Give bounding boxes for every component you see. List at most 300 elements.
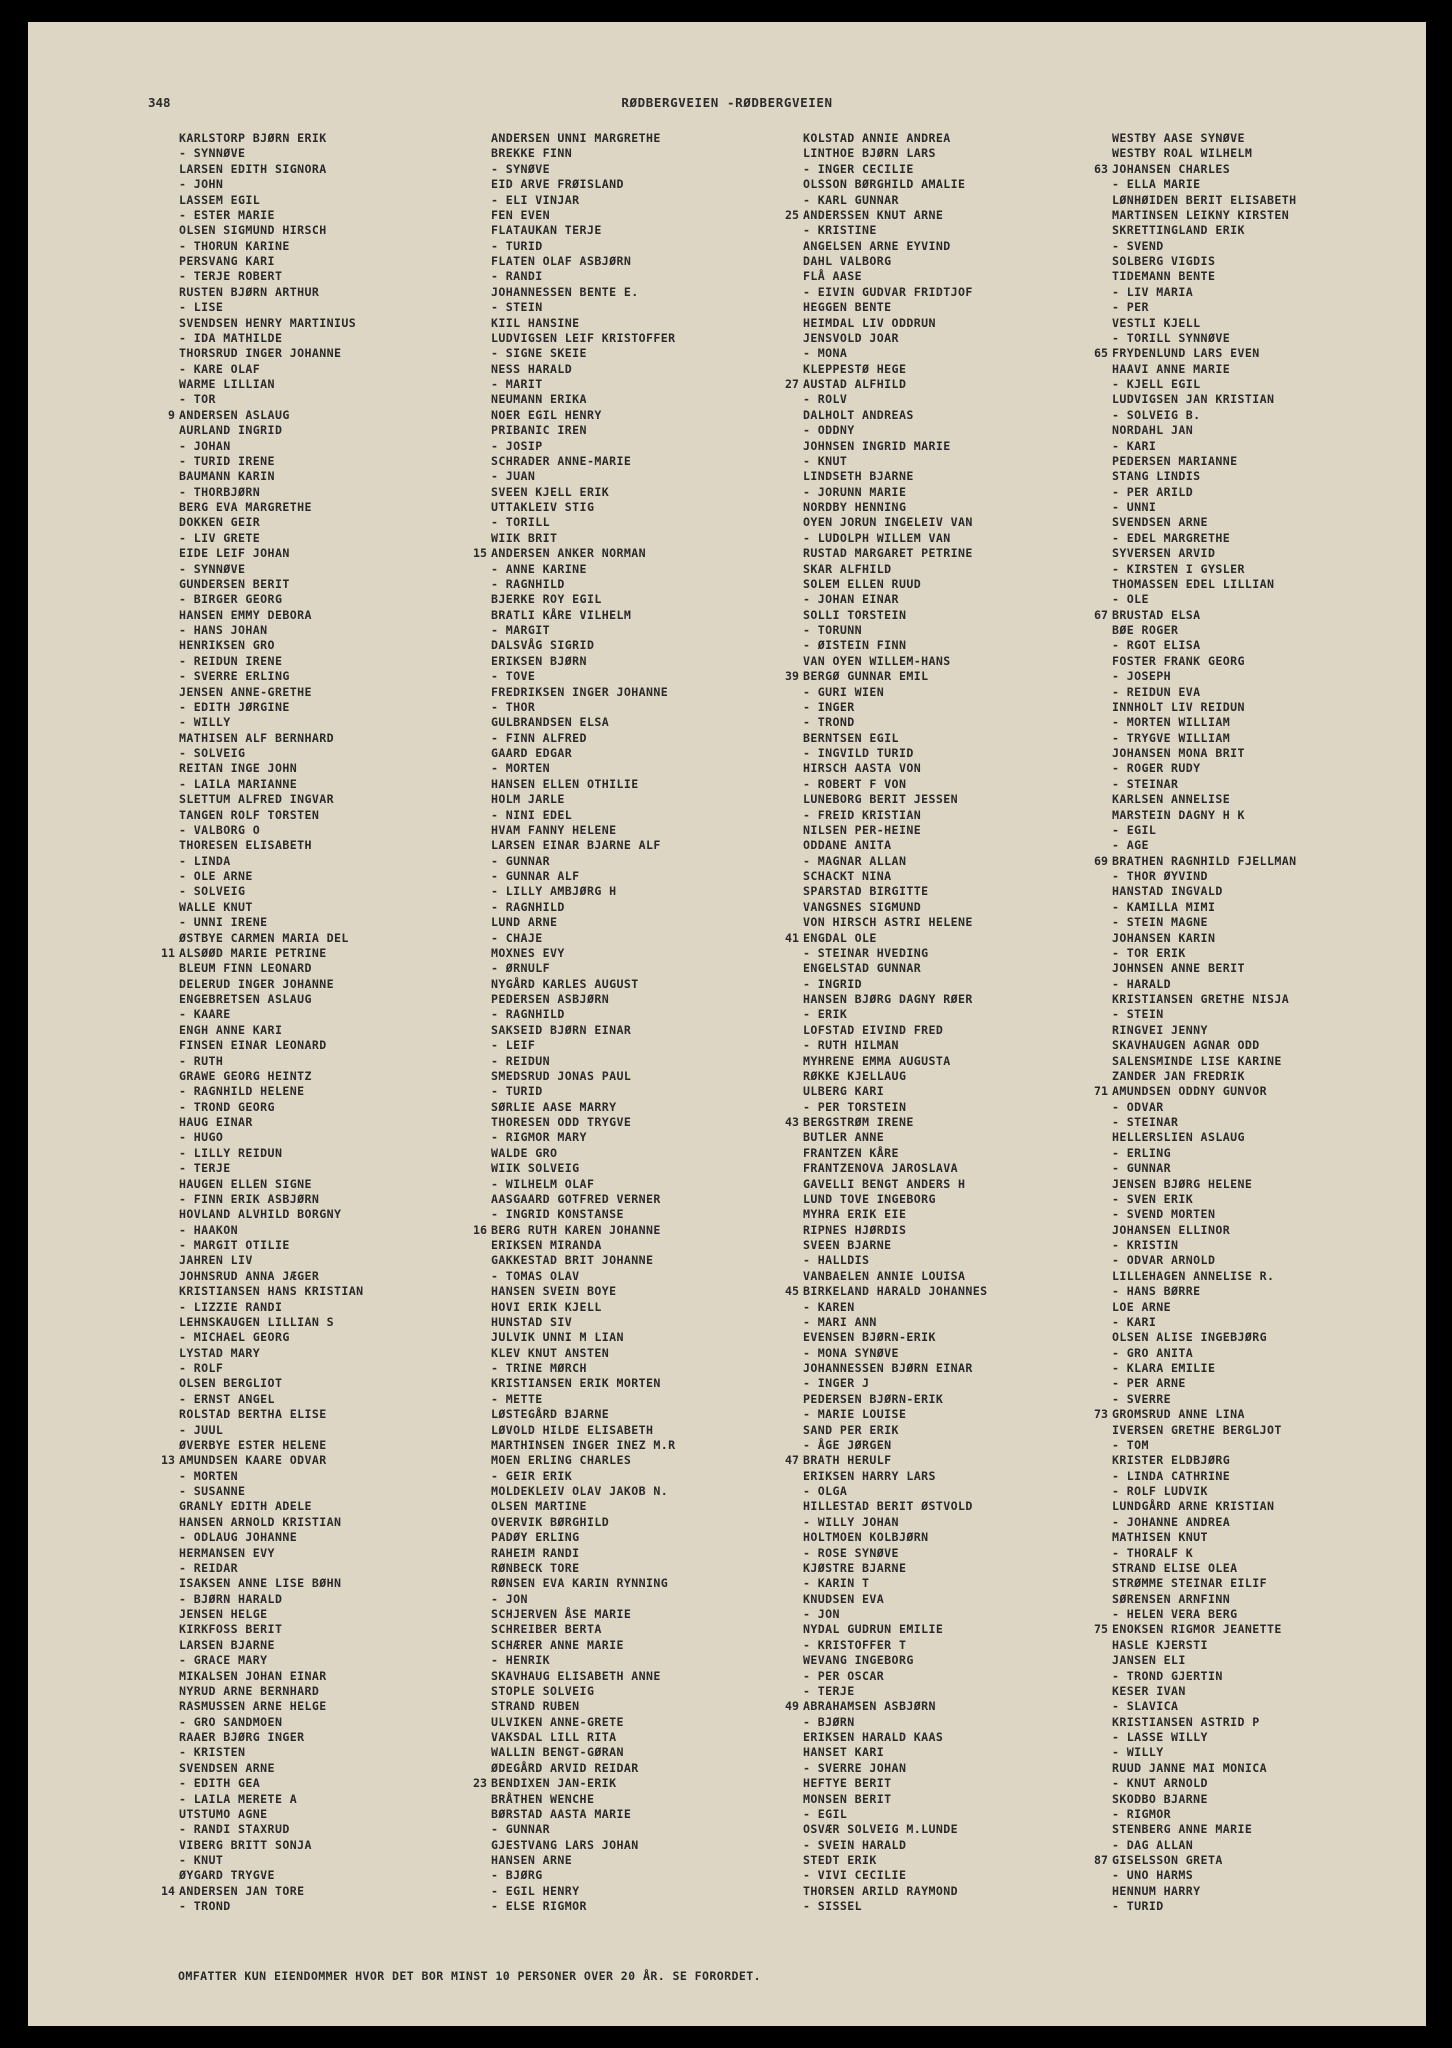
- resident-entry-line: [491, 193, 831, 208]
- resident-name: BIRKELAND HARALD JOHANNES: [803, 1284, 988, 1299]
- resident-entry-line: [803, 1100, 1143, 1115]
- resident-name: MATHISEN ALF BERNHARD: [179, 730, 334, 745]
- resident-name: LILLEHAGEN ANNELISE R.: [1112, 1268, 1275, 1283]
- resident-entry-line: [179, 777, 519, 792]
- resident-entry-line: [1112, 592, 1426, 607]
- address-entry-line: [161, 945, 519, 961]
- resident-entry-line: [491, 1330, 831, 1345]
- resident-name: - KRISTEN: [179, 1745, 246, 1760]
- resident-name: - JOHAN EINAR: [803, 592, 899, 607]
- resident-entry-line: [1112, 1653, 1426, 1668]
- running-title: RØDBERGVEIEN -RØDBERGVEIEN: [621, 95, 833, 110]
- resident-name: - ØISTEIN FINN: [803, 638, 907, 653]
- resident-entry-line: [1112, 1207, 1426, 1222]
- resident-name: - TRINE MØRCH: [491, 1361, 587, 1375]
- resident-entry-line: [179, 1269, 519, 1284]
- resident-entry-line: [1112, 915, 1426, 930]
- address-entry-line: [785, 377, 1143, 392]
- resident-name: HEGGEN BENTE: [803, 300, 892, 315]
- house-number: 43: [785, 1115, 799, 1129]
- resident-entry-line: [179, 592, 519, 607]
- resident-entry-line: [803, 546, 1143, 561]
- resident-entry-line: [179, 392, 519, 407]
- resident-name: SAKSEID BJØRN EINAR: [491, 1022, 632, 1037]
- resident-entry-line: [803, 777, 1143, 792]
- resident-entry-line: [179, 377, 519, 392]
- resident-name: SPARSTAD BIRGITTE: [803, 884, 929, 899]
- resident-name: - NINI EDEL: [491, 807, 573, 822]
- resident-entry-line: [491, 1730, 831, 1745]
- resident-name: LUND ARNE: [491, 915, 558, 930]
- resident-name: STEDT ERIK: [803, 1853, 877, 1867]
- resident-name: BRATH HERULF: [803, 1453, 892, 1468]
- resident-name: - TOR ERIK: [1112, 945, 1186, 960]
- footer-note: OMFATTER KUN EIENDOMMER HVOR DET BOR MINST 10 PERSONER OVER 20 ÅR. SE FORORDET.: [178, 1969, 762, 1983]
- resident-name: GRANLY EDITH ADELE: [179, 1499, 312, 1514]
- resident-entry-line: [179, 761, 519, 776]
- resident-name: - TERJE ROBERT: [179, 269, 283, 284]
- resident-entry-line: [491, 162, 831, 177]
- resident-entry-line: [491, 1792, 831, 1807]
- resident-name: WALLE KNUT: [179, 899, 253, 914]
- resident-name: GAKKESTAD BRIT JOHANNE: [491, 1253, 654, 1268]
- resident-name: DALHOLT ANDREAS: [803, 407, 914, 422]
- resident-entry-line: [179, 1069, 519, 1084]
- resident-name: RASMUSSEN ARNE HELGE: [179, 1699, 327, 1714]
- document-page: [28, 22, 1426, 2026]
- resident-entry-line: [803, 1223, 1143, 1238]
- resident-name: - THOR ØYVIND: [1112, 869, 1208, 883]
- resident-name: WARME LILLIAN: [179, 377, 275, 391]
- resident-name: - TORUNN: [803, 623, 863, 637]
- resident-entry-line: [803, 1807, 1143, 1822]
- resident-entry-line: [179, 1300, 519, 1315]
- resident-entry-line: [179, 931, 519, 946]
- resident-entry-line: [179, 715, 519, 730]
- resident-entry-line: [803, 700, 1143, 715]
- resident-name: HERMANSEN EVY: [179, 1545, 275, 1560]
- resident-name: PADØY ERLING: [491, 1530, 580, 1545]
- resident-name: - LIZZIE RANDI: [179, 1299, 283, 1314]
- resident-entry-line: [491, 1638, 831, 1653]
- address-entry-line: [161, 1883, 519, 1899]
- resident-entry-line: [179, 1530, 519, 1545]
- resident-name: - KRISTINE: [803, 223, 877, 238]
- resident-name: ERIKSEN BJØRN: [491, 653, 587, 668]
- resident-entry-line: [179, 1407, 519, 1422]
- resident-entry-line: [491, 1407, 831, 1422]
- resident-name: KRISTIANSEN GRETHE NISJA: [1112, 992, 1290, 1006]
- resident-name: RAAER BJØRG INGER: [179, 1730, 305, 1744]
- resident-name: KNUDSEN EVA: [803, 1591, 885, 1606]
- resident-name: THORESEN ELISABETH: [179, 838, 312, 853]
- resident-name: - TURID: [491, 1084, 543, 1099]
- resident-entry-line: [1112, 1838, 1426, 1853]
- resident-entry-line: [803, 638, 1143, 653]
- resident-entry-line: [491, 131, 831, 146]
- resident-entry-line: [803, 423, 1143, 438]
- resident-entry-line: [179, 1561, 519, 1576]
- resident-entry-line: [1112, 777, 1426, 792]
- resident-entry-line: [803, 1038, 1143, 1053]
- resident-name: AMUNDSEN ODDNY GUNVOR: [1112, 1084, 1267, 1099]
- resident-name: - KARL GUNNAR: [803, 192, 899, 207]
- resident-name: PRIBANIC IREN: [491, 423, 587, 438]
- resident-entry-line: [803, 838, 1143, 853]
- resident-name: KIIL HANSINE: [491, 315, 580, 330]
- resident-name: MOEN ERLING CHARLES: [491, 1453, 632, 1468]
- resident-name: - HAAKON: [179, 1222, 239, 1237]
- resident-name: SMEDSRUD JONAS PAUL: [491, 1068, 632, 1083]
- resident-name: WIIK SOLVEIG: [491, 1161, 580, 1176]
- resident-entry-line: [803, 331, 1143, 346]
- resident-entry-line: [1112, 1530, 1426, 1545]
- resident-name: LASSEM EGIL: [179, 192, 261, 207]
- resident-name: - KAARE: [179, 1007, 231, 1022]
- resident-entry-line: [1112, 823, 1426, 838]
- resident-name: - JOSIP: [491, 438, 543, 453]
- resident-entry-line: [179, 1253, 519, 1268]
- resident-name: HAAVI ANNE MARIE: [1112, 361, 1231, 376]
- resident-name: KRISTIANSEN HANS KRISTIAN: [179, 1284, 364, 1299]
- resident-entry-line: [803, 362, 1143, 377]
- resident-name: - RUTH: [179, 1053, 224, 1068]
- resident-name: HENNUM HARRY: [1112, 1883, 1201, 1898]
- resident-entry-line: [491, 1653, 831, 1668]
- resident-name: FRYDENLUND LARS EVEN: [1112, 346, 1260, 361]
- resident-entry-line: [179, 669, 519, 684]
- resident-entry-line: [179, 193, 519, 208]
- resident-name: JENSEN ANNE-GRETHE: [179, 684, 312, 699]
- resident-name: EID ARVE FRØISLAND: [491, 177, 624, 192]
- resident-name: HOVI ERIK KJELL: [491, 1299, 602, 1314]
- resident-entry-line: [179, 700, 519, 715]
- resident-name: LINDSETH BJARNE: [803, 469, 914, 484]
- resident-name: - MORTEN: [491, 761, 551, 776]
- resident-entry-line: [179, 239, 519, 254]
- resident-name: JULVIK UNNI M LIAN: [491, 1330, 624, 1345]
- resident-entry-line: [1112, 1730, 1426, 1745]
- resident-name: ENOKSEN RIGMOR JEANETTE: [1112, 1622, 1282, 1637]
- resident-name: FEN EVEN: [491, 207, 551, 222]
- address-entry-line: [785, 1284, 1143, 1299]
- resident-name: - STEIN: [491, 300, 543, 315]
- resident-name: - TURID IRENE: [179, 453, 275, 468]
- resident-entry-line: [179, 1484, 519, 1499]
- resident-name: - TOM: [1112, 1437, 1149, 1452]
- resident-name: SCHREIBER BERTA: [491, 1622, 602, 1637]
- resident-name: DALSVÅG SIGRID: [491, 638, 595, 653]
- resident-entry-line: [491, 1392, 831, 1407]
- resident-name: - UNNI IRENE: [179, 915, 268, 930]
- resident-entry-line: [179, 992, 519, 1007]
- resident-entry-line: [179, 577, 519, 592]
- resident-name: RUUD JANNE MAI MONICA: [1112, 1760, 1267, 1775]
- resident-name: - SVEND: [1112, 238, 1164, 253]
- resident-name: - JOHANNE ANDREA: [1112, 1514, 1231, 1529]
- resident-entry-line: [179, 162, 519, 177]
- resident-entry-line: [1112, 1546, 1426, 1561]
- resident-name: - KNUT ARNOLD: [1112, 1776, 1208, 1791]
- resident-entry-line: [179, 1130, 519, 1145]
- resident-entry-line: [803, 239, 1143, 254]
- resident-name: RUSTAD MARGARET PETRINE: [803, 546, 973, 561]
- resident-entry-line: [803, 1023, 1143, 1038]
- resident-entry-line: [803, 1653, 1143, 1668]
- resident-entry-line: [803, 1130, 1143, 1145]
- resident-entry-line: [1112, 146, 1426, 161]
- resident-name: SCHACKT NINA: [803, 869, 892, 883]
- resident-name: - LEIF: [491, 1038, 536, 1053]
- resident-name: - GUNNAR: [1112, 1161, 1172, 1176]
- resident-name: - KJELL EGIL: [1112, 377, 1201, 391]
- resident-entry-line: [803, 131, 1143, 146]
- resident-entry-line: [1112, 439, 1426, 454]
- resident-name: LARSEN BJARNE: [179, 1637, 275, 1652]
- resident-entry-line: [803, 408, 1143, 423]
- resident-name: RIPNES HJØRDIS: [803, 1222, 907, 1237]
- address-entry-line: [473, 546, 831, 561]
- resident-entry-line: [803, 1792, 1143, 1807]
- resident-entry-line: [179, 1438, 519, 1453]
- resident-name: HEIMDAL LIV ODDRUN: [803, 315, 936, 330]
- resident-entry-line: [803, 1546, 1143, 1561]
- resident-name: - RANDI: [491, 269, 543, 284]
- resident-name: BERNTSEN EGIL: [803, 730, 899, 745]
- resident-name: HANSEN ELLEN OTHILIE: [491, 776, 639, 791]
- resident-name: PEDERSEN MARIANNE: [1112, 453, 1238, 468]
- resident-entry-line: [803, 685, 1143, 700]
- address-entry-line: [785, 207, 1143, 223]
- resident-entry-line: [803, 1515, 1143, 1530]
- resident-entry-line: [1112, 1054, 1426, 1069]
- resident-entry-line: [803, 1007, 1143, 1022]
- resident-name: OLSEN SIGMUND HIRSCH: [179, 223, 327, 238]
- resident-entry-line: [491, 1423, 831, 1438]
- resident-name: - ODVAR: [1112, 1099, 1164, 1114]
- resident-name: SKRETTINGLAND ERIK: [1112, 223, 1245, 238]
- resident-entry-line: [179, 1007, 519, 1022]
- resident-entry-line: [179, 1761, 519, 1776]
- resident-entry-line: [1112, 1284, 1426, 1299]
- resident-name: ØDEGÅRD ARVID REIDAR: [491, 1760, 639, 1775]
- resident-entry-line: [491, 977, 831, 992]
- resident-name: MOXNES EVY: [491, 945, 565, 960]
- resident-name: KLEV KNUT ANSTEN: [491, 1345, 610, 1360]
- address-entry-line: [473, 1776, 831, 1791]
- resident-name: - EDITH JØRGINE: [179, 699, 290, 714]
- resident-name: SOLBERG VIGDIS: [1112, 254, 1216, 268]
- resident-name: VANGSNES SIGMUND: [803, 899, 922, 914]
- resident-name: - STEIN: [1112, 1007, 1164, 1022]
- resident-name: - TROND: [803, 715, 855, 730]
- resident-name: - BJØRG: [491, 1868, 543, 1883]
- resident-entry-line: [1112, 1115, 1426, 1130]
- resident-entry-line: [179, 469, 519, 484]
- resident-name: WALDE GRO: [491, 1145, 558, 1160]
- resident-name: STANG LINDIS: [1112, 469, 1201, 484]
- resident-entry-line: [491, 408, 831, 423]
- resident-name: - INGER CECILIE: [803, 161, 914, 176]
- resident-entry-line: [1112, 285, 1426, 300]
- resident-entry-line: [1112, 362, 1426, 377]
- resident-entry-line: [803, 915, 1143, 930]
- resident-entry-line: [803, 1146, 1143, 1161]
- address-entry-line: [161, 1453, 519, 1468]
- resident-entry-line: [803, 1269, 1143, 1284]
- resident-name: - LINDA CATHRINE: [1112, 1468, 1231, 1483]
- resident-name: - MARI ANN: [803, 1314, 877, 1329]
- resident-name: ERIKSEN HARALD KAAS: [803, 1730, 944, 1744]
- resident-name: THORSRUD INGER JOHANNE: [179, 346, 342, 361]
- resident-entry-line: [1112, 1669, 1426, 1684]
- resident-entry-line: [1112, 1576, 1426, 1591]
- resident-entry-line: [491, 946, 831, 961]
- resident-name: HANSET KARI: [803, 1745, 885, 1760]
- resident-entry-line: [1112, 669, 1426, 684]
- resident-entry-line: [803, 1730, 1143, 1745]
- resident-name: GUNDERSEN BERIT: [179, 576, 290, 591]
- resident-name: - JUUL: [179, 1422, 224, 1437]
- resident-name: - VIVI CECILIE: [803, 1868, 907, 1883]
- resident-entry-line: [1112, 1807, 1426, 1822]
- resident-entry-line: [803, 1253, 1143, 1268]
- resident-entry-line: [803, 1177, 1143, 1192]
- resident-name: FLATAUKAN TERJE: [491, 223, 602, 238]
- resident-name: - MORTEN WILLIAM: [1112, 715, 1231, 730]
- resident-name: - TOMAS OLAV: [491, 1268, 580, 1283]
- resident-name: - SYNNØVE: [179, 146, 246, 161]
- resident-name: UTTAKLEIV STIG: [491, 500, 595, 514]
- house-number: 27: [785, 377, 799, 391]
- resident-name: ISAKSEN ANNE LISE BØHN: [179, 1576, 342, 1591]
- resident-entry-line: [1112, 1192, 1426, 1207]
- resident-entry-line: [1112, 1376, 1426, 1391]
- resident-name: NYRUD ARNE BERNHARD: [179, 1683, 320, 1698]
- resident-entry-line: [803, 761, 1143, 776]
- resident-name: - LIV MARIA: [1112, 284, 1194, 299]
- resident-name: SKAVHAUG ELISABETH ANNE: [491, 1668, 661, 1683]
- resident-entry-line: [803, 1576, 1143, 1591]
- resident-entry-line: [491, 823, 831, 838]
- resident-name: - VALBORG O: [179, 822, 261, 837]
- resident-entry-line: [179, 884, 519, 899]
- resident-entry-line: [803, 1776, 1143, 1791]
- resident-name: BRÅTHEN WENCHE: [491, 1791, 595, 1806]
- resident-name: - WILLY: [179, 715, 231, 730]
- resident-name: - INGVILD TURID: [803, 746, 914, 760]
- resident-name: - LAILA MARIANNE: [179, 776, 298, 791]
- resident-entry-line: [1112, 254, 1426, 269]
- resident-entry-line: [179, 1607, 519, 1622]
- address-entry-line: [1094, 1622, 1426, 1637]
- resident-entry-line: [1112, 208, 1426, 223]
- resident-name: - ROLF LUDVIK: [1112, 1484, 1208, 1498]
- resident-name: - TURID: [491, 238, 543, 253]
- resident-entry-line: [179, 562, 519, 577]
- resident-entry-line: [803, 1684, 1143, 1699]
- resident-name: HELLERSLIEN ASLAUG: [1112, 1130, 1245, 1145]
- resident-name: HUNSTAD SIV: [491, 1314, 573, 1329]
- resident-entry-line: [1112, 1146, 1426, 1161]
- resident-entry-line: [179, 1684, 519, 1699]
- resident-name: HVAM FANNY HELENE: [491, 822, 617, 837]
- resident-name: SVEEN KJELL ERIK: [491, 484, 610, 499]
- resident-entry-line: [179, 915, 519, 930]
- resident-name: STRØMME STEINAR EILIF: [1112, 1576, 1267, 1591]
- house-number: 49: [785, 1699, 799, 1714]
- resident-name: HEFTYE BERIT: [803, 1776, 892, 1791]
- resident-entry-line: [491, 854, 831, 869]
- resident-entry-line: [491, 500, 831, 515]
- resident-name: - SVEN ERIK: [1112, 1191, 1194, 1206]
- resident-name: - EDITH GEA: [179, 1776, 261, 1791]
- resident-name: - KNUT: [179, 1853, 224, 1867]
- resident-entry-line: [1112, 239, 1426, 254]
- resident-entry-line: [179, 623, 519, 638]
- resident-entry-line: [491, 1499, 831, 1514]
- resident-entry-line: [803, 592, 1143, 607]
- resident-name: RUSTEN BJØRN ARTHUR: [179, 284, 320, 299]
- resident-entry-line: [1112, 1715, 1426, 1730]
- resident-name: - KIRSTEN I GYSLER: [1112, 561, 1245, 576]
- resident-name: - ROLF: [179, 1361, 224, 1375]
- resident-name: FRANTZEN KÅRE: [803, 1145, 899, 1160]
- resident-entry-line: [491, 1546, 831, 1561]
- resident-name: - EIVIN GUDVAR FRIDTJOF: [803, 284, 973, 299]
- resident-entry-line: [1112, 961, 1426, 976]
- resident-entry-line: [1112, 1069, 1426, 1084]
- resident-entry-line: [491, 1853, 831, 1868]
- resident-name: - GURI WIEN: [803, 684, 885, 699]
- resident-entry-line: [803, 1346, 1143, 1361]
- resident-entry-line: [491, 1530, 831, 1545]
- resident-name: ANDERSEN ANKER NORMAN: [491, 546, 646, 561]
- address-entry-line: [1094, 1407, 1426, 1422]
- resident-name: - SVEIN HARALD: [803, 1837, 907, 1852]
- resident-entry-line: [179, 977, 519, 992]
- resident-name: - MARIE LOUISE: [803, 1407, 907, 1422]
- resident-entry-line: [1112, 623, 1426, 638]
- resident-entry-line: [803, 1469, 1143, 1484]
- resident-entry-line: [179, 1730, 519, 1745]
- resident-entry-line: [179, 808, 519, 823]
- resident-entry-line: [803, 961, 1143, 976]
- resident-entry-line: [491, 1715, 831, 1730]
- resident-entry-line: [803, 392, 1143, 407]
- resident-entry-line: [179, 254, 519, 269]
- resident-name: - RUTH HILMAN: [803, 1038, 899, 1053]
- address-entry-line: [1094, 1084, 1426, 1099]
- resident-entry-line: [1112, 316, 1426, 331]
- resident-name: OLSEN BERGLIOT: [179, 1376, 283, 1391]
- resident-entry-line: [179, 731, 519, 746]
- resident-entry-line: [1112, 377, 1426, 392]
- resident-name: JENSVOLD JOAR: [803, 330, 899, 345]
- resident-entry-line: [1112, 1453, 1426, 1468]
- resident-entry-line: [491, 362, 831, 377]
- resident-entry-line: [179, 961, 519, 976]
- resident-entry-line: [491, 1822, 831, 1837]
- resident-name: SKAR ALFHILD: [803, 561, 892, 576]
- resident-entry-line: [803, 1361, 1143, 1376]
- resident-name: - BJØRN HARALD: [179, 1591, 283, 1606]
- resident-entry-line: [803, 884, 1143, 899]
- resident-entry-line: [491, 562, 831, 577]
- resident-entry-line: [803, 223, 1143, 238]
- resident-entry-line: [179, 285, 519, 300]
- resident-entry-line: [803, 500, 1143, 515]
